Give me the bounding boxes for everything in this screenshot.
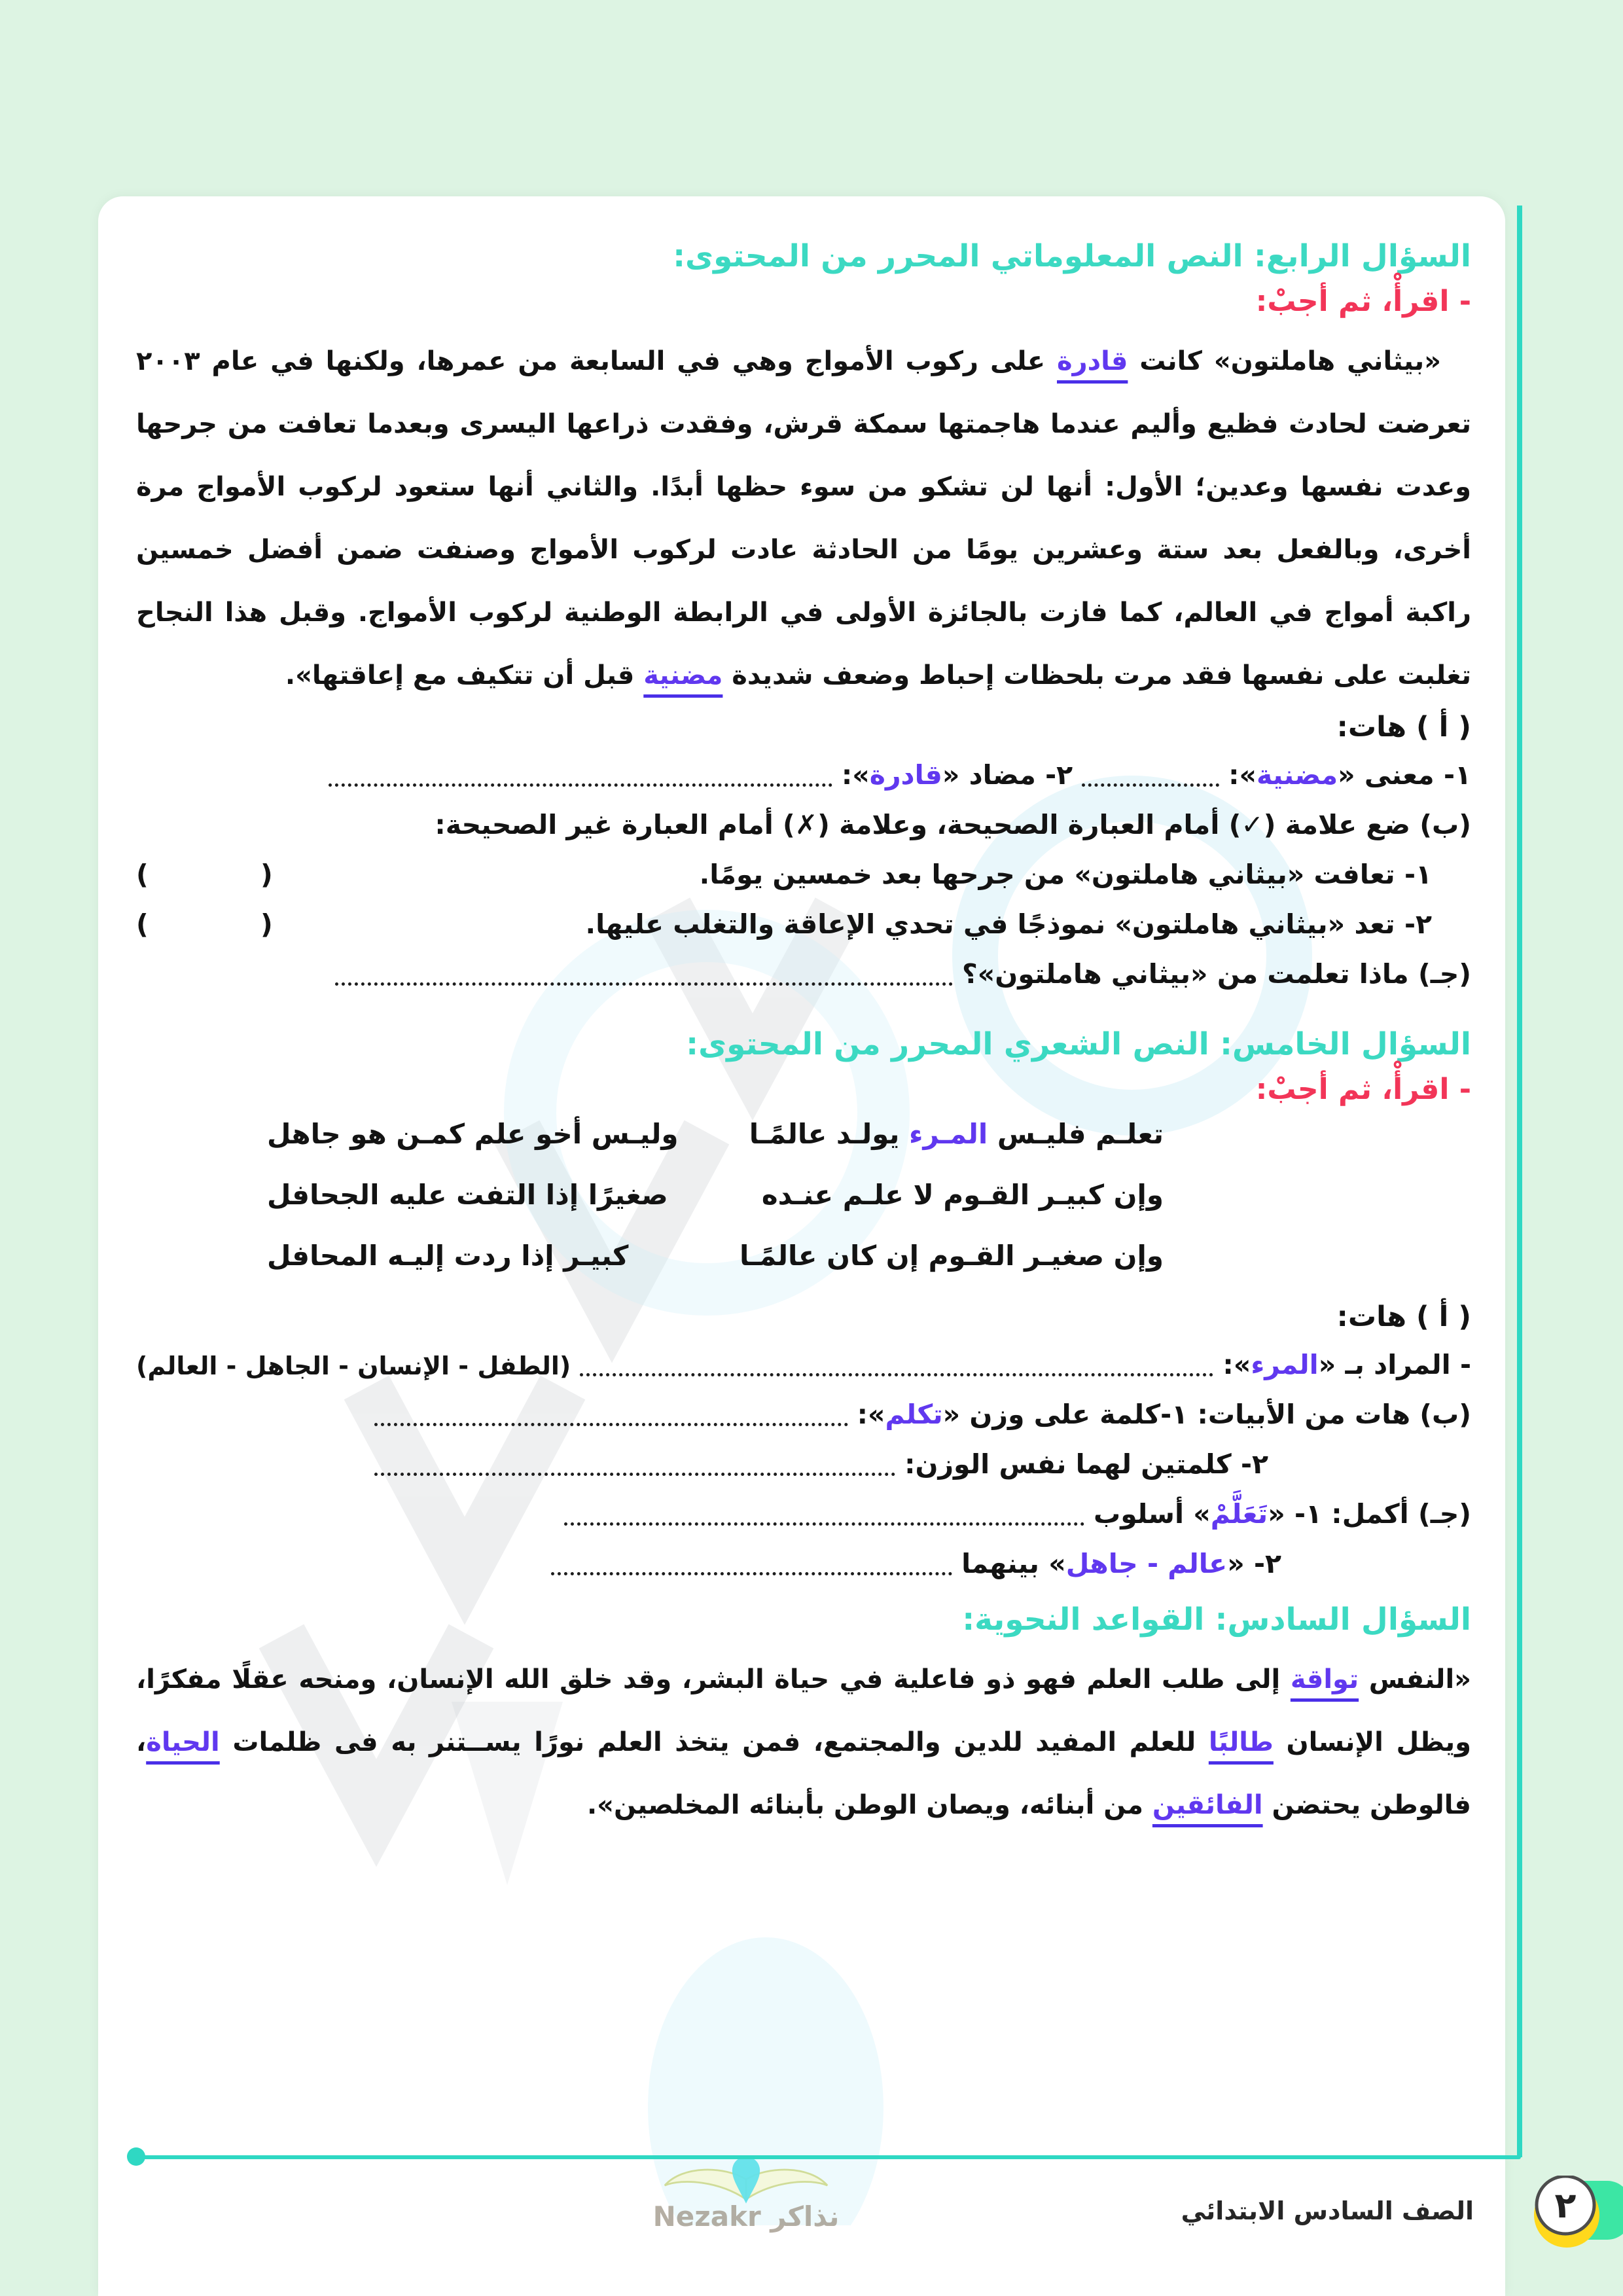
question6-passage: «النفس تواقة إلى طلب العلم فهو ذو فاعلية في حياة البشر، وقد خلق الله الإنسان، ومنحه عقلًا مفكرًا، ويظل الإنسان طالبًا للعلم المفيد للدين والمجتمع، فمن يتخذ العلم نورًا يســتنر به فى ظلمات الحياة، فالوطن يحتضن الفائقين من أبنائه، ويصان الوطن بأبنائه المخلصين». bbox=[136, 1664, 1472, 1820]
answer-blank bbox=[564, 1500, 1084, 1526]
answer-blank bbox=[551, 1550, 952, 1575]
poem-block bbox=[267, 1118, 1164, 1272]
q5-part-b-label: (ب) هات من الأبيات: ١-كلمة على وزن «تكلم»: bbox=[857, 1399, 1471, 1430]
footer-divider-line bbox=[135, 2155, 1521, 2159]
poem-line-2 bbox=[267, 1179, 1164, 1211]
question4-passage: «بيثاني هاملتون» كانت قادرة على ركوب الأمواج وهي في السابعة من عمرها، ولكنها في عام ٢٠٠٣ تعرضت لحادث فظيع وأليم عندما هاجمتها سمكة قرش، وفقدت ذراعها اليسرى وبعدما تعافت من جرحها وعدت نفسها وعدين؛ الأول: أنها لن تشكو من سوء حظها أبدًا. والثاني أنها ستعود لركوب الأمواج مرة أخرى، وبالفعل بعد ستة وعشرين يومًا من الحادثة عادت لركوب الأمواج وصنفت ضمن أفضل خمسين راكبة أمواج في العالم، كما فازت بالجائزة الأولى في الرابطة الوطنية لركوب الأمواج. وقبل هذا النجاح تغلبت على نفسها فقد مرت بلحظات إحباط وضعف شديدة مضنية قبل أن تتكيف مع إعاقتها». bbox=[136, 346, 1471, 691]
q4-b-statement1-row bbox=[136, 859, 1471, 890]
q5-part-c-row bbox=[136, 1498, 1471, 1530]
q5-murad-row bbox=[136, 1349, 1471, 1380]
answer-blank bbox=[374, 1450, 895, 1476]
poem-line2-second-hemistich: صغيرًا إذا التفت عليه الجحافل bbox=[267, 1179, 668, 1211]
question4-part-a-label: ( أ ) هات: bbox=[1336, 711, 1471, 744]
answer-parentheses: ( ) bbox=[136, 859, 273, 890]
question4-part-c-row bbox=[136, 958, 1471, 990]
poem-line2-first-hemistich: وإن كبيـر القـوم لا علـم عنـده bbox=[761, 1179, 1164, 1211]
q5-part-c-label: (جـ) أكمل: ١- «تَعَلَّمْ» أسلوب bbox=[1094, 1498, 1471, 1530]
poem-line-3 bbox=[267, 1240, 1164, 1272]
poem-line-1 bbox=[267, 1118, 1164, 1150]
q4-b-statement2: ٢- تعد «بيثاني هاملتون» نموذجًا في تحدي الإعاقة والتغلب عليها. bbox=[585, 908, 1432, 940]
q5-murad-choices: (الطفل - الإنسان - الجاهل - العالم) bbox=[136, 1352, 571, 1380]
answer-blank bbox=[374, 1401, 848, 1426]
question5-heading: السؤال الخامس: النص الشعري المحرر من المحتوى: bbox=[686, 1026, 1471, 1062]
question4-read-prompt: - اقرأْ، ثم أجبْ: bbox=[1255, 285, 1471, 318]
q4-a-item1-label: ١- معنى «مضنية»: bbox=[1228, 759, 1471, 791]
question4-part-b-label-row bbox=[136, 809, 1471, 840]
answer-parentheses: ( ) bbox=[136, 908, 273, 940]
page-number: ٢ bbox=[1554, 2185, 1577, 2226]
q4-b-statement1: ١- تعافت «بيثاني هاملتون» من جرحها بعد خمسين يومًا. bbox=[699, 859, 1432, 890]
nezakr-brand-text: نذاكر Nezakr bbox=[652, 2200, 840, 2233]
question4-heading: السؤال الرابع: النص المعلوماتي المحرر من المحتوى: bbox=[673, 238, 1471, 274]
exam-content bbox=[98, 196, 1505, 1837]
q5-part-b-row bbox=[136, 1399, 1471, 1430]
answer-blank bbox=[580, 1351, 1213, 1376]
poem-line1-first-hemistich: تعلـم فليـس المـرء يولـد عالمًـا bbox=[749, 1118, 1164, 1150]
poem-line3-first-hemistich: وإن صغيـر القـوم إن كان عالمًـا bbox=[739, 1240, 1164, 1272]
q4-b-statement2-row bbox=[136, 908, 1471, 940]
q5-murad-label: - المراد بـ «المرء»: bbox=[1222, 1349, 1471, 1380]
exam-card bbox=[98, 196, 1505, 2296]
answer-blank bbox=[335, 960, 953, 986]
poem-line3-second-hemistich: كبيـر إذا ردت إليـه المحافل bbox=[267, 1240, 629, 1272]
q4-part-c-label: (جـ) ماذا تعلمت من «بيثاني هاملتون»؟ bbox=[962, 958, 1471, 990]
answer-blank bbox=[1082, 761, 1219, 787]
right-accent-line bbox=[1517, 206, 1522, 2157]
question5-read-prompt: - اقرأْ، ثم أجبْ: bbox=[1255, 1073, 1471, 1106]
q4-a-item2-label: ٢- مضاد «قادرة»: bbox=[841, 759, 1073, 791]
question6-heading: السؤال السادس: القواعد النحوية: bbox=[962, 1602, 1471, 1638]
footer-divider-dot bbox=[127, 2147, 145, 2166]
page-number-badge bbox=[1510, 2176, 1623, 2257]
answer-blank bbox=[329, 761, 832, 787]
q5-c-item2-row bbox=[136, 1548, 1281, 1579]
question5-part-a-label: ( أ ) هات: bbox=[1336, 1300, 1471, 1333]
q5-b-item2-label: ٢- كلمتين لهما نفس الوزن: bbox=[904, 1448, 1268, 1480]
q5-c-item2-label: ٢- «عالم - جاهل» بينهما bbox=[961, 1548, 1281, 1579]
q5-b-item2-row bbox=[136, 1448, 1268, 1480]
question4-part-a-row bbox=[136, 759, 1471, 791]
poem-line1-second-hemistich: وليـس أخو علم كمـن هو جاهل bbox=[267, 1118, 679, 1150]
grade-label: الصف السادس الابتدائي bbox=[1181, 2197, 1474, 2225]
q4-part-b-label: (ب) ضع علامة (✓) أمام العبارة الصحيحة، وعلامة (✗) أمام العبارة غير الصحيحة: bbox=[435, 809, 1471, 840]
